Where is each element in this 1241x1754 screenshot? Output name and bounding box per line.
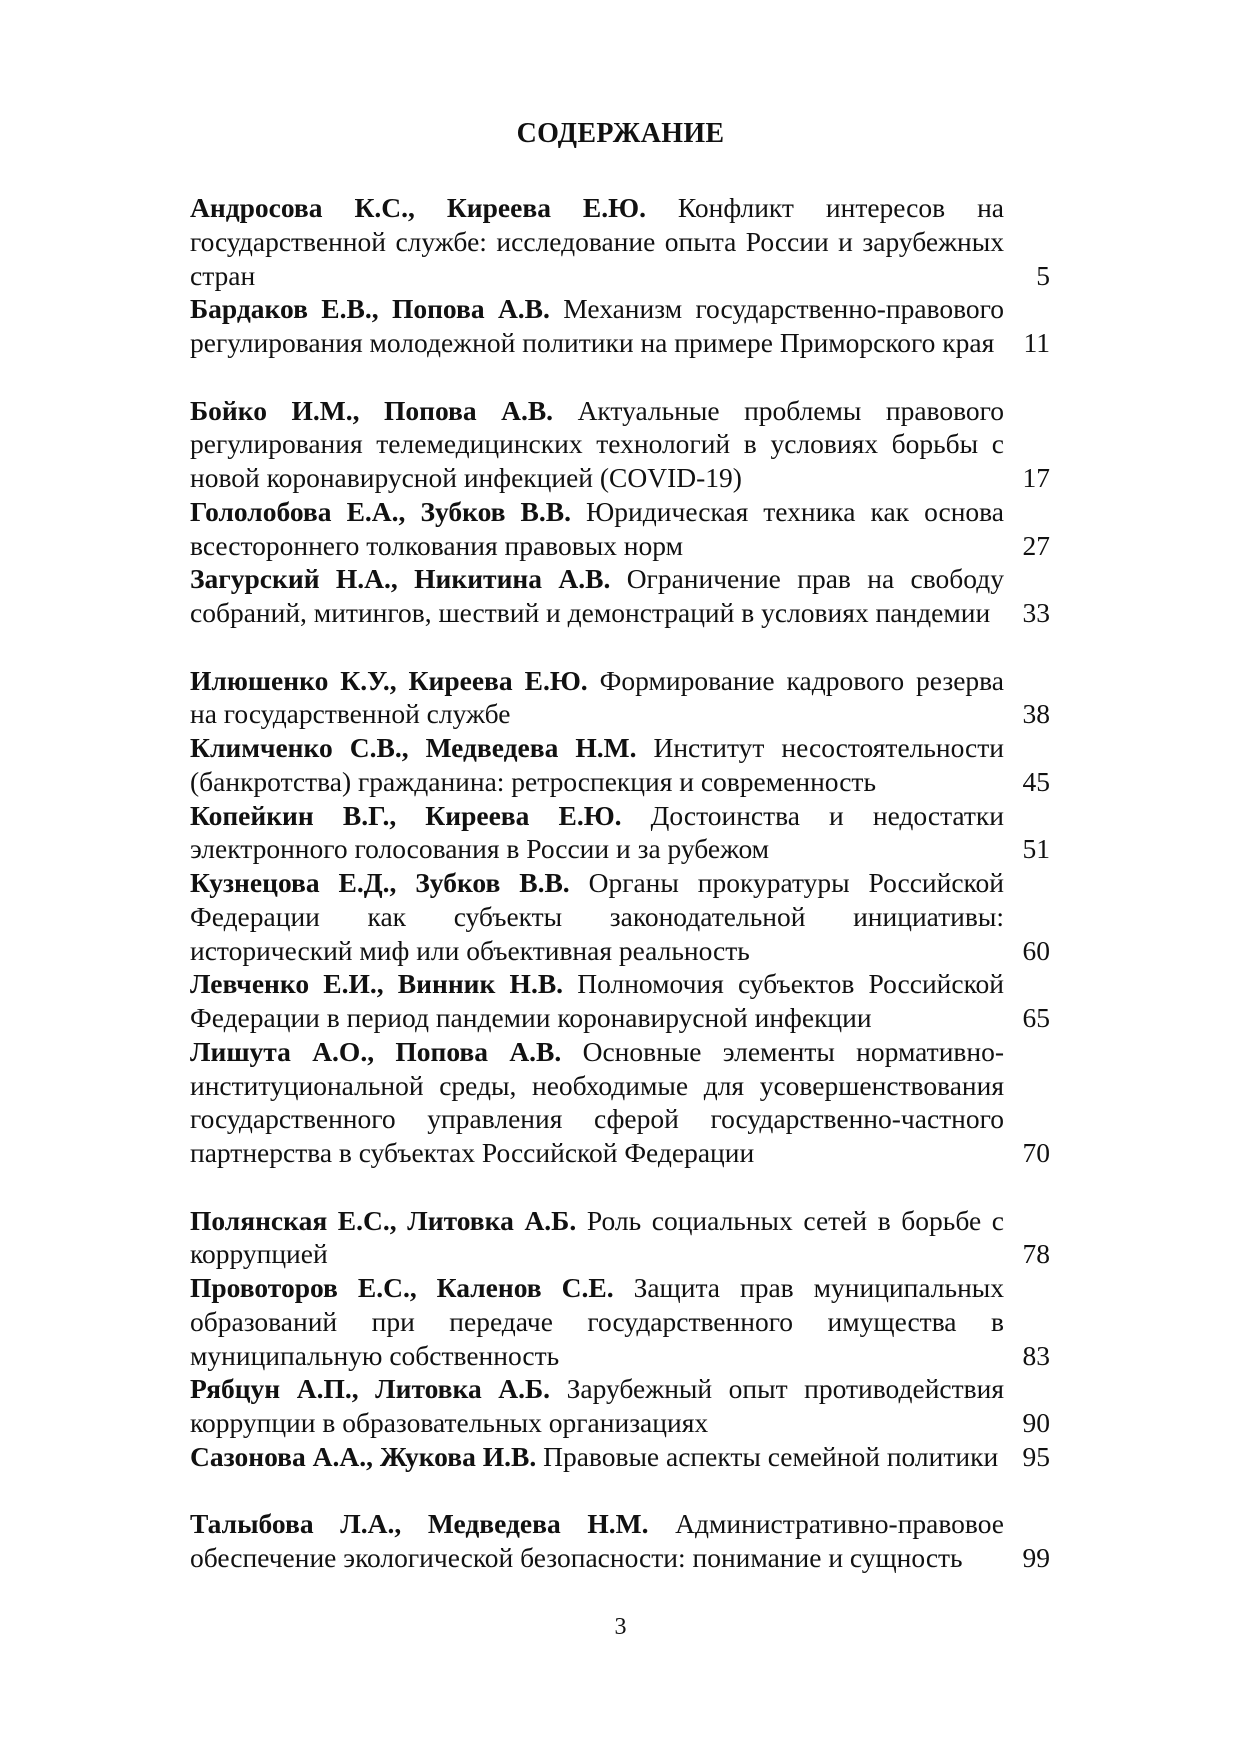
table-of-contents (0, 191, 1241, 1573)
toc-entry-title: Ограничение прав на свободу собраний, митингов, шествий и демонстраций в условиях пандемии (190, 563, 1004, 628)
toc-entry[interactable] (190, 731, 1050, 799)
toc-entry-page: 70 (1022, 1137, 1050, 1168)
toc-entry-page: 65 (1022, 1002, 1050, 1033)
toc-entry-page: 38 (1022, 698, 1050, 730)
toc-entry-authors: Талыбова Л.А., Медведева Н.М. (190, 1508, 649, 1540)
toc-entry[interactable] (190, 1035, 1050, 1170)
toc-entry-authors: Бойко И.М., Попова А.В. (190, 394, 554, 426)
toc-entry-text (190, 1204, 1004, 1272)
toc-entry-page: 45 (1022, 765, 1050, 797)
toc-entry[interactable] (190, 292, 1050, 360)
toc-entry-text (190, 1035, 1004, 1170)
toc-entry-page: 51 (1022, 833, 1050, 865)
toc-entry-text (190, 1507, 1004, 1575)
toc-entry-title: Актуальные проблемы правового регулирования телемедицинских технологий в условиях борьбы с новой коронавирусной инфекцией (COVID-19) (190, 394, 1004, 493)
toc-entry-authors: Левченко Е.И., Винник Н.В. (190, 968, 564, 1000)
toc-entry-authors: Гололобова Е.А., Зубков В.В. (190, 495, 571, 527)
page-number: 3 (614, 1614, 627, 1640)
toc-entry-page: 60 (1022, 934, 1050, 966)
toc-entry[interactable] (190, 1372, 1050, 1440)
toc-entry-text (190, 394, 1004, 495)
toc-entry-text (190, 191, 1004, 292)
toc-entry-authors: Климченко С.В., Медведева Н.М. (190, 732, 637, 763)
toc-entry-authors: Кузнецова Е.Д., Зубков В.В. (190, 867, 570, 898)
page-title: СОДЕРЖАНИЕ (516, 118, 725, 149)
toc-entry-page: 83 (1022, 1339, 1050, 1371)
toc-entry-title: Зарубежный опыт противодействия коррупции в образовательных организациях (190, 1373, 1005, 1438)
toc-entry-page: 33 (1022, 597, 1050, 628)
toc-entry-title: Институт несостоятельности (банкротства) гражданина: ретроспекция и современность (190, 732, 1005, 797)
toc-entry-title: Механизм государственно-правового регулирования молодежной политики на примере Приморского края (190, 293, 1004, 358)
toc-entry[interactable] (190, 562, 1050, 630)
toc-entry-page: 95 (1022, 1440, 1050, 1472)
toc-entry-authors: Провоторов Е.С., Каленов С.Е. (190, 1272, 614, 1303)
toc-entry-page: 27 (1022, 529, 1050, 561)
toc-entry-authors: Андросова К.С., Киреева Е.Ю. (190, 192, 646, 223)
toc-entry[interactable] (190, 967, 1050, 1035)
toc-entry[interactable] (190, 1204, 1050, 1272)
toc-entry-title: Конфликт интересов на государственной службе: исследование опыта России и зарубежных стран (190, 192, 1004, 291)
toc-entry[interactable] (190, 191, 1050, 292)
toc-entry-page: 90 (1022, 1407, 1050, 1438)
toc-entry-authors: Загурский Н.А., Никитина А.В. (190, 563, 611, 595)
toc-entry-text (190, 967, 1004, 1035)
toc-entry-title: Полномочия субъектов Российской Федерации в период пандемии коронавирусной инфекции (190, 968, 1005, 1033)
toc-entry-title: Формирование кадрового резерва на государственной службе (190, 664, 1004, 730)
toc-entry-title: Достоинства и недостатки электронного голосования в России и за рубежом (190, 799, 1005, 865)
toc-entry-page: 5 (1036, 259, 1050, 291)
toc-entry-page: 99 (1022, 1542, 1050, 1573)
toc-entry-authors: Бардаков Е.В., Попова А.В. (190, 293, 550, 325)
toc-entry-text (190, 799, 1004, 867)
toc-entry-authors: Лишута А.О., Попова А.В. (190, 1035, 562, 1067)
toc-entry[interactable] (190, 1440, 1050, 1474)
toc-entry-text (190, 1440, 1004, 1474)
toc-entry-authors: Сазонова А.А., Жукова И.В. (190, 1440, 537, 1472)
toc-entry-text (190, 731, 1004, 799)
toc-entry-page: 17 (1022, 462, 1050, 493)
toc-entry-authors: Рябцун А.П., Литовка А.Б. (190, 1373, 551, 1405)
toc-entry-authors: Копейкин В.Г., Киреева Е.Ю. (190, 799, 622, 831)
toc-entry-text (190, 562, 1004, 630)
toc-entry-page: 11 (1023, 327, 1050, 358)
toc-entry[interactable] (190, 1271, 1050, 1372)
toc-entry-authors: Илюшенко К.У., Киреева Е.Ю. (190, 664, 588, 696)
toc-entry-title: Основные элементы нормативно-институциональной среды, необходимые для усовершенствования государственного управления сферой государственно-частного партнерства в субъектах Российской Федерации (190, 1035, 1005, 1168)
toc-entry[interactable] (190, 866, 1050, 967)
toc-entry-title: Административно-правовое обеспечение экологической безопасности: понимание и сущность (190, 1508, 1005, 1573)
toc-entry-text (190, 1372, 1004, 1440)
toc-entry-title: Органы прокуратуры Российской Федерации как субъекты законодательной инициативы: исторический миф или объективная реальность (190, 867, 1004, 966)
toc-entry-title: Роль социальных сетей в борьбе с коррупцией (190, 1204, 1004, 1270)
toc-entry[interactable] (190, 799, 1050, 867)
toc-entry[interactable] (190, 1507, 1050, 1575)
toc-entry[interactable] (190, 495, 1050, 563)
toc-entry-text (190, 495, 1004, 563)
toc-entry-text (190, 866, 1004, 967)
toc-entry-title: Юридическая техника как основа всестороннего толкования правовых норм (190, 495, 1005, 561)
toc-entry[interactable] (190, 664, 1050, 732)
toc-entry-title: Правовые аспекты семейной политики (543, 1440, 999, 1472)
toc-entry-text (190, 664, 1004, 732)
toc-entry-authors: Полянская Е.С., Литовка А.Б. (190, 1204, 577, 1236)
toc-entry-text (190, 1271, 1004, 1372)
toc-entry-title: Защита прав муниципальных образований при передаче государственного имущества в муниципальную собственность (190, 1272, 1005, 1371)
toc-entry[interactable] (190, 394, 1050, 495)
toc-entry-text (190, 292, 1004, 360)
toc-entry-page: 78 (1022, 1238, 1050, 1270)
